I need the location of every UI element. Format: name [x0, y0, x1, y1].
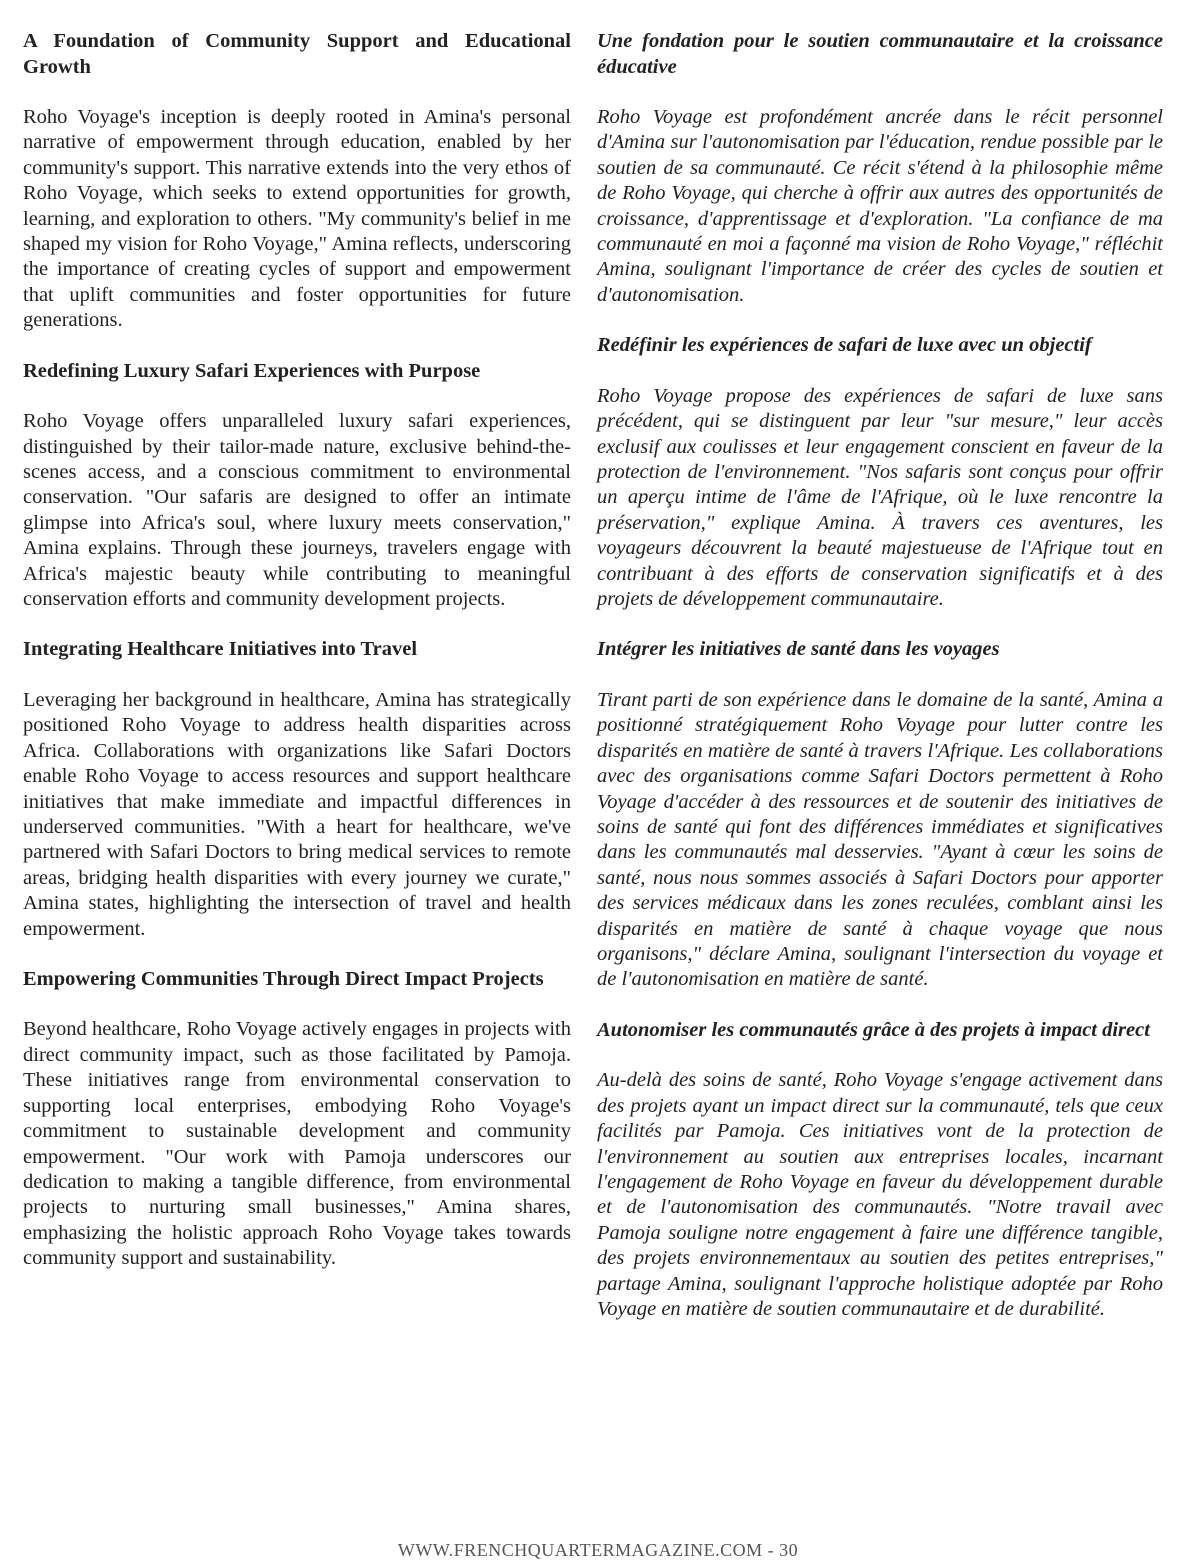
en-heading-safari: Redefining Luxury Safari Experiences with Purpose [23, 359, 481, 382]
fr-section-community [597, 29, 1163, 308]
en-heading-healthcare: Integrating Healthcare Initiatives into Travel [23, 638, 418, 661]
fr-heading-safari: Redéfinir les expériences de safari de luxe avec un objectif [597, 334, 1092, 357]
en-body-healthcare: Leveraging her background in healthcare, Amina has strategically positioned Roho Voyage to address health disparities across Africa. Collaborations with organizations like Safari Doctors enable Roho Voyage to access resources and support healthcare initiatives that make immediate and impactful differences in underserved communities. "With a heart for healthcare, we've partnered with Safari Doctors to bring medical services to remote areas, bridging health disparities with every journey we curate," Amina states, highlighting the intersection of travel and health empowerment. [23, 688, 571, 940]
english-column [23, 29, 571, 1297]
fr-heading-healthcare: Intégrer les initiatives de santé dans les voyages [597, 638, 1000, 661]
fr-section-safari [597, 333, 1163, 612]
french-column [597, 29, 1163, 1347]
en-body-impact: Beyond healthcare, Roho Voyage actively engages in projects with direct community impact, such as those facilitated by Pamoja. These initiatives range from environmental conservation to supporting local enterprises, embodying Roho Voyage's commitment to sustainable development and community empowerment. "Our work with Pamoja underscores our dedication to making a tangible difference, from environmental projects to nurturing small businesses," Amina shares, emphasizing the holistic approach Roho Voyage takes towards community support and sustainability. [23, 1018, 571, 1270]
en-heading-community: A Foundation of Community Support and Educational Growth [23, 30, 571, 78]
fr-body-safari: Roho Voyage propose des expériences de safari de luxe sans précédent, qui se distinguent par leur "sur mesure," leur accès exclusif aux coulisses et leur engagement conscient en faveur de la protection de l'environnement. "Nos safaris sont conçus pour offrir un aperçu intime de l'âme de l'Afrique, où le luxe rencontre la préservation," explique Amina. À travers ces aventures, les voyageurs découvrent la beauté majestueuse de l'Afrique tout en contribuant à des efforts de conservation significatifs et à des projets de développement communautaire. [597, 384, 1163, 610]
fr-section-impact [597, 1018, 1163, 1323]
en-body-safari: Roho Voyage offers unparalleled luxury safari experiences, distinguished by their tailor-made nature, exclusive behind-the-scenes access, and a conscious commitment to environmental conservation. "Our safaris are designed to offer an intimate glimpse into Africa's soul, where luxury meets conservation," Amina explains. Through these journeys, travelers engage with Africa's majestic beauty while contributing to meaningful conservation efforts and community development projects. [23, 410, 571, 610]
fr-section-healthcare [597, 637, 1163, 992]
fr-heading-impact: Autonomiser les communautés grâce à des projets à impact direct [597, 1018, 1150, 1041]
fr-heading-community: Une fondation pour le soutien communautaire et la croissance éducative [597, 30, 1163, 78]
en-body-community: Roho Voyage's inception is deeply rooted in Amina's personal narrative of empowerment through education, enabled by her community's support. This narrative extends into the very ethos of Roho Voyage, which seeks to extend opportunities for growth, learning, and exploration to others. "My community's belief in me shaped my vision for Roho Voyage," Amina reflects, underscoring the importance of creating cycles of support and empowerment that uplift communities and foster opportunities for future generations. [23, 106, 571, 332]
en-section-community [23, 29, 571, 334]
fr-body-community: Roho Voyage est profondément ancrée dans le récit personnel d'Amina sur l'autonomisation par l'éducation, rendue possible par le soutien de sa communauté. Ce récit s'étend à la philosophie même de Roho Voyage, qui cherche à offrir aux autres des opportunités de croissance, d'apprentissage et d'exploration. "La confiance de ma communauté en moi a façonné ma vision de Roho Voyage," réfléchit Amina, soulignant l'importance de créer des cycles de soutien et d'autonomisation. [597, 106, 1163, 306]
en-section-healthcare [23, 637, 571, 942]
en-heading-impact: Empowering Communities Through Direct Impact Projects [23, 967, 544, 990]
page-footer: WWW.FRENCHQUARTERMAGAZINE.COM - 30 [397, 1540, 799, 1560]
fr-body-impact: Au-delà des soins de santé, Roho Voyage s'engage activement dans des projets ayant un impact direct sur la communauté, tels que ceux facilités par Pamoja. Ces initiatives vont de la protection de l'environnement au soutien aux entreprises locales, incarnant l'engagement de Roho Voyage en faveur du développement durable et de l'autonomisation des communautés. "Notre travail avec Pamoja souligne notre engagement à faire une différence tangible, des projets environnementaux au soutien des petites entreprises," partage Amina, soulignant l'approche holistique adoptée par Roho Voyage en matière de soutien communautaire et de durabilité. [597, 1069, 1163, 1320]
fr-body-healthcare: Tirant parti de son expérience dans le domaine de la santé, Amina a positionné stratégiquement Roho Voyage pour lutter contre les disparités en matière de santé à travers l'Afrique. Les collaborations avec des organisations comme Safari Doctors permettent à Roho Voyage d'accéder à des ressources et de soutenir des initiatives de soins de santé qui font des différences immédiates et significatives dans les communautés mal desservies. "Ayant à cœur les soins de santé, nous nous sommes associés à Safari Doctors pour apporter des services médicaux dans les zones reculées, comblant ainsi les disparités en matière de santé à chaque voyage que nous organisons," déclare Amina, soulignant l'intersection du voyage et de l'autonomisation en matière de santé. [597, 688, 1163, 991]
en-section-impact [23, 967, 571, 1272]
en-section-safari [23, 359, 571, 613]
